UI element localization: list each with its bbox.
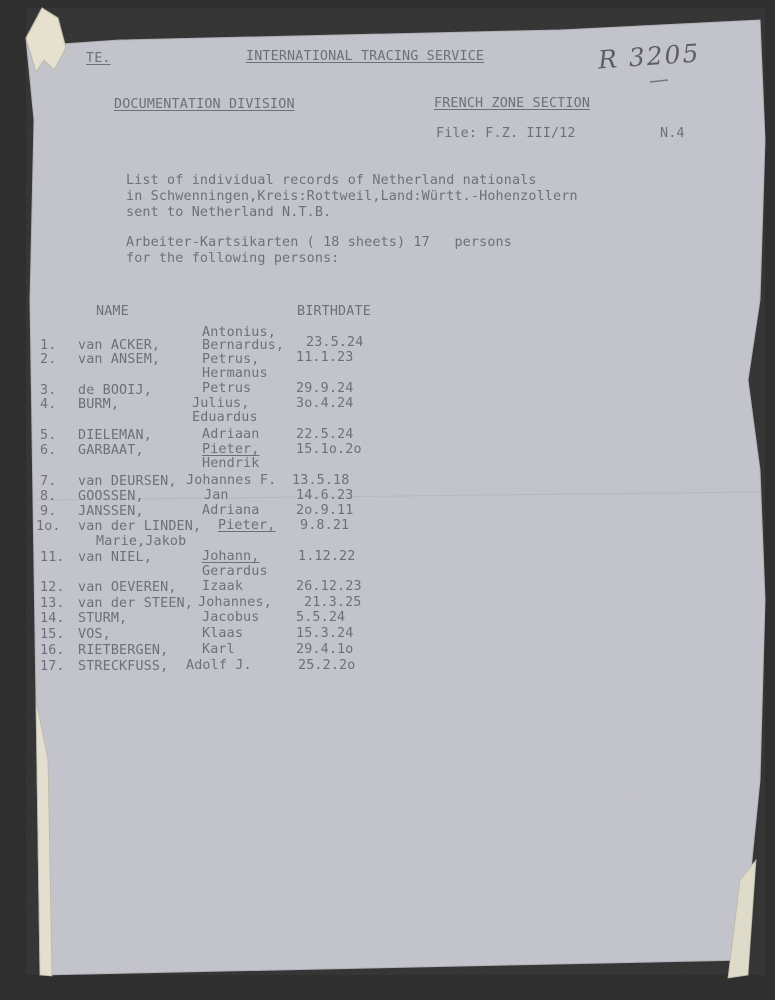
archive-reference-handwritten: R 3205 bbox=[597, 38, 702, 75]
record-number: 5. bbox=[40, 428, 57, 443]
record-given-extra: Eduardus bbox=[192, 410, 258, 425]
record-date: 15.3.24 bbox=[296, 626, 354, 641]
record-date: 2o.9.11 bbox=[296, 503, 354, 518]
record-date: 13.5.18 bbox=[292, 473, 350, 488]
record-date: 21.3.25 bbox=[304, 595, 362, 610]
record-number: 16. bbox=[40, 643, 65, 658]
summary-line-2: for the following persons: bbox=[126, 251, 340, 266]
record-number: 1. bbox=[40, 338, 57, 353]
record-given-extra: Antonius, bbox=[202, 325, 276, 340]
record-date: 23.5.24 bbox=[306, 335, 364, 350]
summary-line-1: Arbeiter-Kartsikarten ( 18 sheets) 17 persons bbox=[126, 235, 512, 250]
corner-text: TE. bbox=[86, 51, 111, 66]
record-surname: STRECKFUSS, bbox=[78, 659, 169, 674]
record-number: 14. bbox=[40, 611, 65, 626]
record-date: 22.5.24 bbox=[296, 427, 354, 442]
record-number: 11. bbox=[40, 550, 65, 565]
record-given: Izaak bbox=[202, 579, 244, 594]
org-title: INTERNATIONAL TRACING SERVICE bbox=[246, 49, 485, 64]
record-surname: JANSSEN, bbox=[78, 504, 144, 519]
record-given: Johannes F. bbox=[186, 473, 277, 488]
record-date: 1.12.22 bbox=[298, 549, 356, 564]
record-given: Pieter, bbox=[202, 442, 260, 457]
record-surname: van OEVEREN, bbox=[78, 580, 177, 595]
record-number: 7. bbox=[40, 474, 57, 489]
record-given: Bernardus, bbox=[202, 338, 285, 353]
record-number: 2. bbox=[40, 352, 57, 367]
record-number: 8. bbox=[40, 489, 57, 504]
record-given: Klaas bbox=[202, 626, 244, 641]
record-surname: RIETBERGEN, bbox=[78, 643, 169, 658]
record-given: Petrus, bbox=[202, 352, 260, 367]
record-surname: VOS, bbox=[78, 627, 111, 642]
record-number: 3. bbox=[40, 383, 57, 398]
record-given: Johann, bbox=[202, 549, 260, 564]
record-surname: van der LINDEN, bbox=[78, 519, 202, 534]
record-date: 9.8.21 bbox=[300, 518, 350, 533]
intro-line-1: List of individual records of Netherland nationals bbox=[126, 173, 537, 188]
record-date: 26.12.23 bbox=[296, 579, 362, 594]
division-title: DOCUMENTATION DIVISION bbox=[114, 97, 295, 112]
record-number: 12. bbox=[40, 580, 65, 595]
record-number: 13. bbox=[40, 596, 65, 611]
record-number: 15. bbox=[40, 627, 65, 642]
intro-line-3: sent to Netherland N.T.B. bbox=[126, 205, 332, 220]
record-surname: van ACKER, bbox=[78, 338, 161, 353]
record-surname: DIELEMAN, bbox=[78, 428, 152, 443]
intro-line-2: in Schwenningen,Kreis:Rottweil,Land:Württ.-Hohenzollern bbox=[126, 189, 578, 204]
record-number: 9. bbox=[40, 504, 57, 519]
record-number: 17. bbox=[40, 659, 65, 674]
record-surname: GARBAAT, bbox=[78, 443, 144, 458]
record-date: 29.4.1o bbox=[296, 642, 354, 657]
column-header-birthdate: BIRTHDATE bbox=[297, 304, 371, 319]
record-number: 6. bbox=[40, 443, 57, 458]
record-given: Pieter, bbox=[218, 518, 276, 533]
record-given-extra: Gerardus bbox=[202, 564, 268, 579]
record-surname: BURM, bbox=[78, 397, 120, 412]
record-surname: van DEURSEN, bbox=[78, 474, 177, 489]
record-given: Jan bbox=[204, 488, 229, 503]
section-title: FRENCH ZONE SECTION bbox=[434, 96, 591, 111]
record-date: 3o.4.24 bbox=[296, 396, 354, 411]
record-date: 29.9.24 bbox=[296, 381, 354, 396]
document-number: N.4 bbox=[660, 126, 685, 141]
record-number: 4. bbox=[40, 397, 57, 412]
record-given-extra: Marie,Jakob bbox=[96, 534, 187, 549]
column-header-name: NAME bbox=[96, 304, 129, 319]
record-date: 25.2.2o bbox=[298, 658, 356, 673]
record-date: 11.1.23 bbox=[296, 350, 354, 365]
record-given: Adriaan bbox=[202, 427, 260, 442]
record-surname: de BOOIJ, bbox=[78, 383, 152, 398]
file-reference: File: F.Z. III/12 bbox=[436, 126, 576, 141]
record-date: 14.6.23 bbox=[296, 488, 354, 503]
record-given: Johannes, bbox=[198, 595, 272, 610]
record-surname: van ANSEM, bbox=[78, 352, 161, 367]
record-given: Petrus bbox=[202, 381, 252, 396]
record-surname: van NIEL, bbox=[78, 550, 152, 565]
record-surname: van der STEEN, bbox=[78, 596, 193, 611]
record-given: Karl bbox=[202, 642, 235, 657]
record-number: 1o. bbox=[36, 519, 61, 534]
record-date: 5.5.24 bbox=[296, 610, 346, 625]
record-given: Adolf J. bbox=[186, 658, 252, 673]
record-date: 15.1o.2o bbox=[296, 442, 362, 457]
record-surname: GOOSSEN, bbox=[78, 489, 144, 504]
record-given-extra: Hermanus bbox=[202, 366, 268, 381]
record-given: Julius, bbox=[192, 396, 250, 411]
record-given-extra: Hendrik bbox=[202, 456, 260, 471]
record-given: Adriana bbox=[202, 503, 260, 518]
record-given: Jacobus bbox=[202, 610, 260, 625]
record-surname: STURM, bbox=[78, 611, 128, 626]
